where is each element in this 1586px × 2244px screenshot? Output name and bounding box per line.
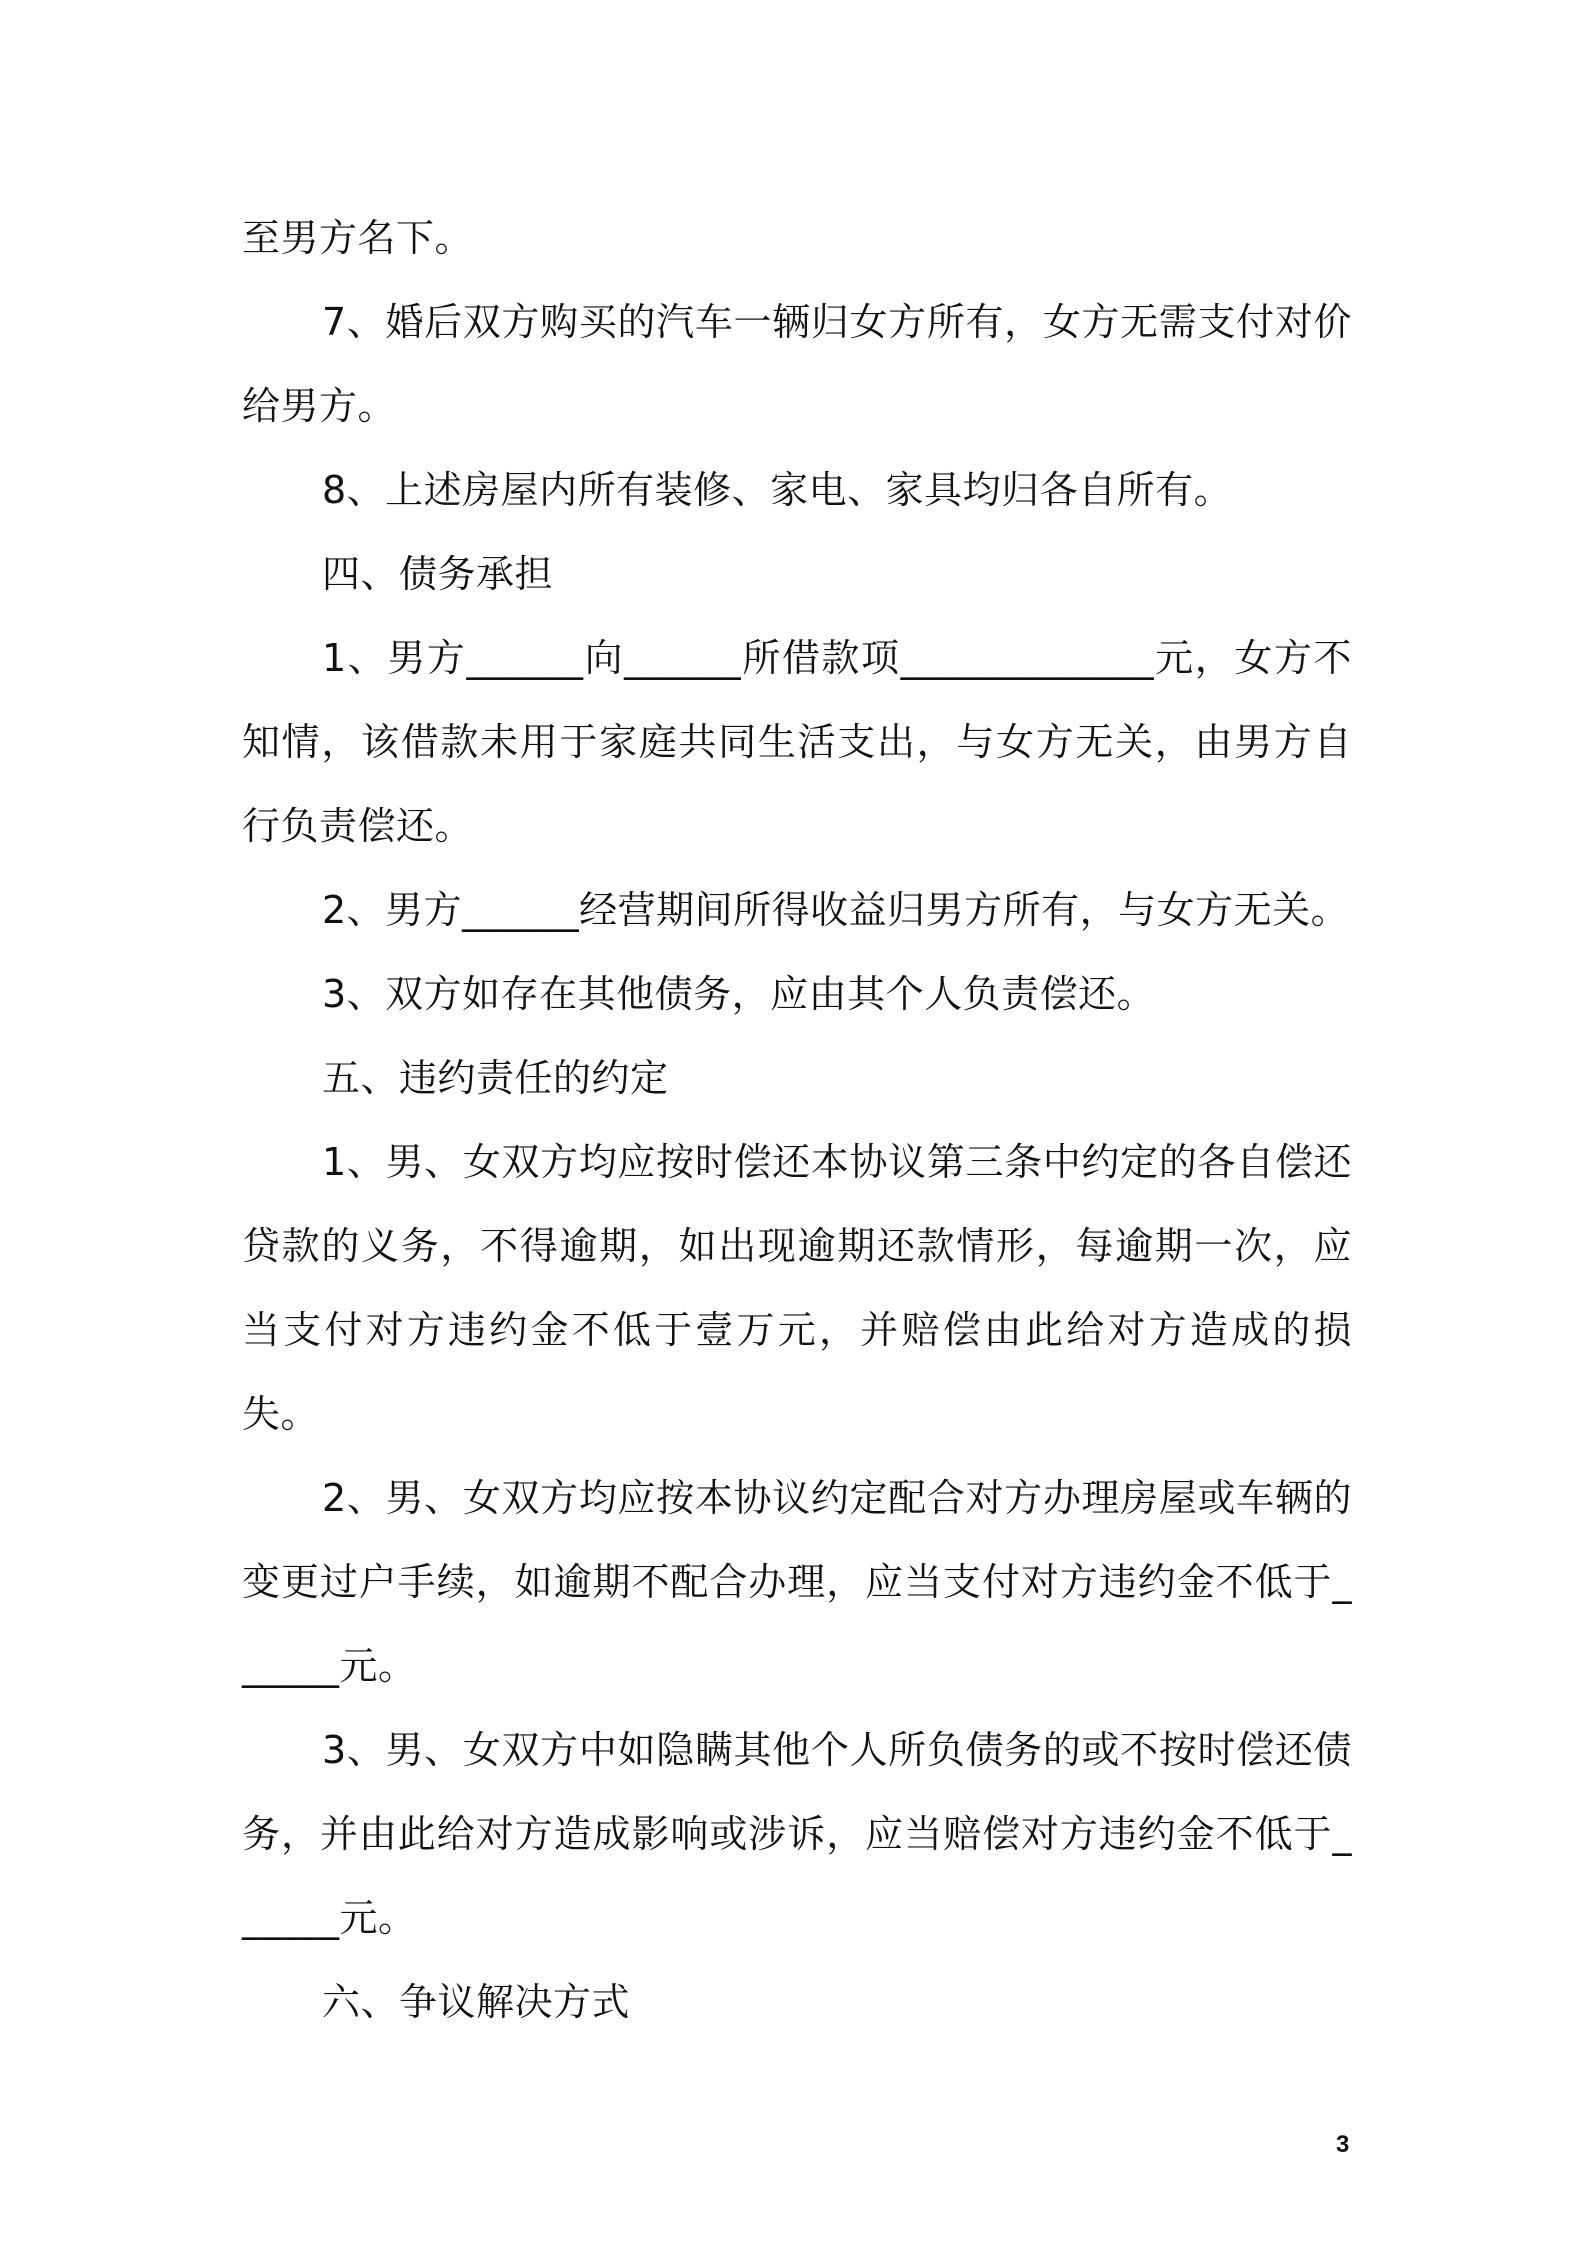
section-heading: 五、违约责任的约定 [322,1056,669,1100]
paragraph-text: 1、男方______向______所借款项_____________元，女方不知情，该借款未用于家庭共同生活支出，与女方无关，由男方自行负责偿还。 [242,636,1352,848]
page-number: 3 [1336,2131,1350,2158]
paragraph-text: 1、男、女双方均应按时偿还本协议第三条中约定的各自偿还贷款的义务，不得逾期，如出现逾期还款情形，每逾期一次，应当支付对方违约金不低于壹万元，并赔偿由此给对方造成的损失。 [242,1140,1352,1436]
paragraph-text: 8、上述房屋内所有装修、家电、家具均归各自所有。 [322,468,1233,512]
paragraph-text: 3、男、女双方中如隐瞒其他个人所负债务的或不按时偿还债务，并由此给对方造成影响或涉诉，应当赔偿对方违约金不低于______元。 [242,1728,1352,1940]
paragraph-text: 至男方名下。 [242,216,474,260]
section-heading: 四、债务承担 [322,552,554,596]
paragraph-text: 2、男、女双方均应按本协议约定配合对方办理房屋或车辆的变更过户手续，如逾期不配合办理，应当支付对方违约金不低于______元。 [242,1476,1352,1688]
paragraph-text: 2、男方______经营期间所得收益归男方所有，与女方无关。 [322,888,1350,932]
section-heading: 六、争议解决方式 [322,1980,631,2024]
document-body [242,196,1352,2044]
paragraph-text: 7、婚后双方购买的汽车一辆归女方所有，女方无需支付对价给男方。 [242,300,1352,428]
paragraph-text: 3、双方如存在其他债务，应由其个人负责偿还。 [322,972,1156,1016]
